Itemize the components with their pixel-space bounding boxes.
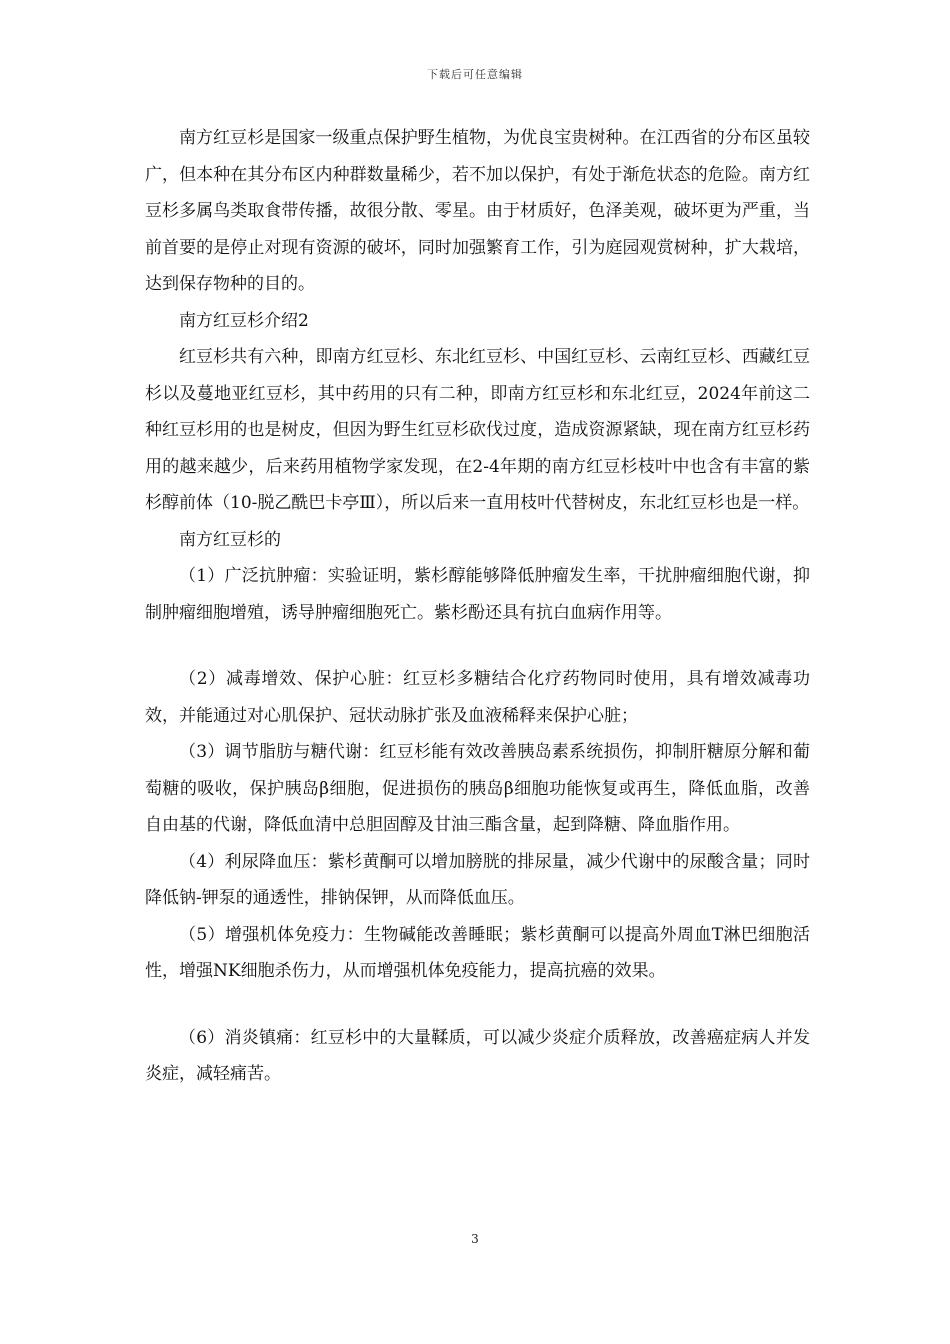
list-item-anti-inflammation: （6）消炎镇痛：红豆杉中的大量鞣质，可以减少炎症介质释放，改善癌症病人并发炎症，减轻痛苦。 [145, 1027, 810, 1084]
list-item-blood-pressure: （4）利尿降血压：紫杉黄酮可以增加膀胱的排尿量，减少代谢中的尿酸含量；同时降低钠-钾泵的通透性，排钠保钾，从而降低血压。 [145, 851, 810, 908]
section-heading-intro-2: 南方红豆杉介绍2 [179, 310, 309, 331]
list-item-metabolism: （3）调节脂肪与糖代谢：红豆杉能有效改善胰岛素系统损伤，抑制肝糖原分解和葡萄糖的吸收，保护胰岛β细胞，促进损伤的胰岛β细胞功能恢复或再生，降低血脂，改善自由基的代谢，降低血清中总胆固醇及甘油三酯含量，起到降糖、降血脂作用。 [145, 742, 810, 835]
page-number: 3 [471, 1232, 479, 1246]
paragraph-conservation: 南方红豆杉是国家一级重点保护野生植物，为优良宝贵树种。在江西省的分布区虽较广，但本种在其分布区内种群数量稀少，若不加以保护，有处于渐危状态的危险。南方红豆杉多属鸟类取食带传播，故很分散、零星。由于材质好，色泽美观，破坏更为严重，当前首要的是停止对现有资源的破坏，同时加强繁育工作，引为庭园观赏树种，扩大栽培，达到保存物种的目的。 [145, 128, 810, 294]
paragraph-species: 红豆杉共有六种，即南方红豆杉、东北红豆杉、中国红豆杉、云南红豆杉、西藏红豆杉以及蔓地亚红豆杉，其中药用的只有二种，即南方红豆杉和东北红豆，2024年前这二种红豆杉用的也是树皮，但因为野生红豆杉砍伐过度，造成资源紧缺，现在南方红豆杉药用的越来越少，后来药用植物学家发现，在2-4年期的南方红豆杉枝叶中也含有丰富的紫杉醇前体（10-脱乙酰巴卡亭Ⅲ），所以后来一直用枝叶代替树皮，东北红豆杉也是一样。 [145, 347, 810, 513]
section-heading-effects: 南方红豆杉的 [179, 529, 281, 550]
list-item-immunity: （5）增强机体免疫力：生物碱能改善睡眠；紫杉黄酮可以提高外周血T淋巴细胞活性，增强NK细胞杀伤力，从而增强机体免疫能力，提高抗癌的效果。 [145, 924, 810, 981]
page-header: 下载后可任意编辑 [427, 68, 523, 81]
list-item-heart-protection: （2）减毒增效、保护心脏：红豆杉多糖结合化疗药物同时使用，具有增效减毒功效，并能通过对心肌保护、冠状动脉扩张及血液稀释来保护心脏； [145, 669, 810, 726]
list-item-anti-tumor: （1）广泛抗肿瘤：实验证明，紫杉醇能够降低肿瘤发生率，干扰肿瘤细胞代谢，抑制肿瘤细胞增殖，诱导肿瘤细胞死亡。紫杉酚还具有抗白血病作用等。 [145, 566, 810, 623]
document-body [145, 120, 810, 1093]
